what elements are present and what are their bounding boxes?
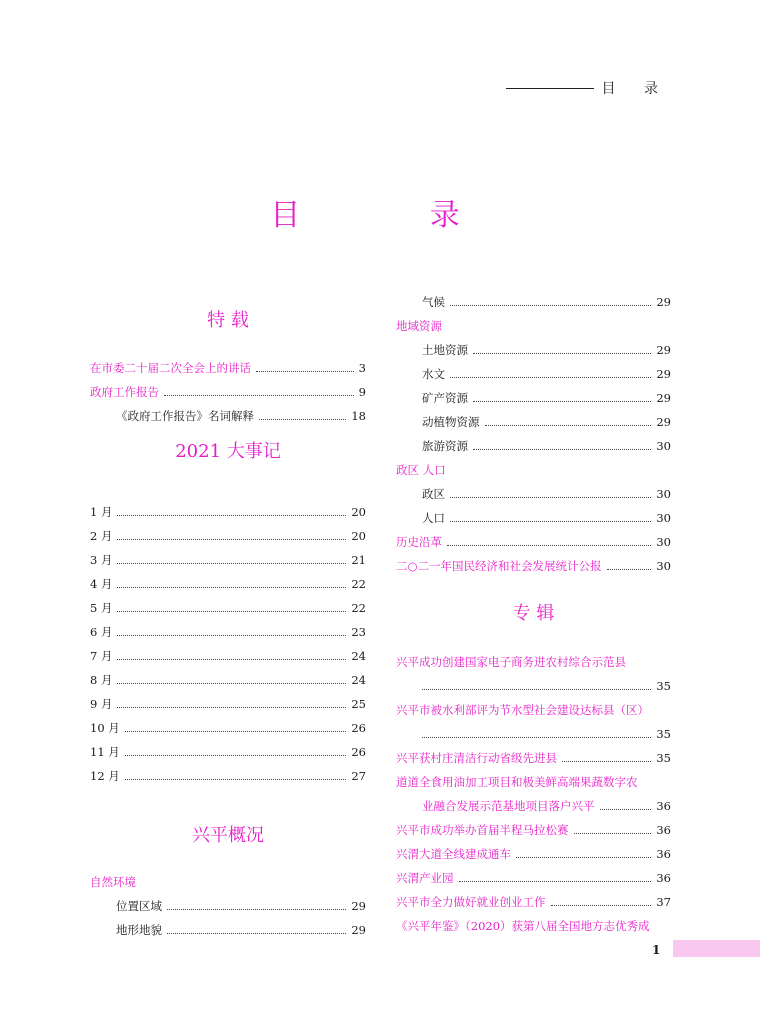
toc-entry-line[interactable]: 《兴平年鉴》（2020）获第八届全国地方志优秀成 bbox=[396, 919, 650, 933]
toc-entry[interactable]: 旅游资源 30 bbox=[422, 439, 671, 453]
toc-entry[interactable]: 水文 29 bbox=[422, 367, 671, 381]
toc-entry[interactable]: 10 月 26 bbox=[90, 721, 366, 735]
toc-entry[interactable]: 兴渭产业园 36 bbox=[396, 871, 671, 885]
toc-entry[interactable]: 7 月 24 bbox=[90, 649, 366, 663]
section-heading-events: 2021 大事记 bbox=[175, 441, 281, 462]
toc-entry[interactable]: 土地资源 29 bbox=[422, 343, 671, 357]
toc-entry[interactable]: 兴平市成功举办首届半程马拉松赛 36 bbox=[396, 823, 671, 837]
page-title: 目 录 bbox=[270, 198, 520, 233]
toc-entry[interactable]: 兴渭大道全线建成通车 36 bbox=[396, 847, 671, 861]
section-heading-special: 特 载 bbox=[207, 310, 249, 331]
left-column bbox=[90, 290, 366, 942]
toc-entry[interactable]: 4 月 22 bbox=[90, 577, 366, 591]
toc-entry[interactable]: 历史沿革 30 bbox=[396, 535, 671, 549]
toc-entry[interactable]: 业融合发展示范基地项目落户兴平 36 bbox=[422, 799, 671, 813]
toc-entry[interactable]: 矿产资源 29 bbox=[422, 391, 671, 405]
toc-entry[interactable]: 35 bbox=[396, 722, 671, 746]
page-tab-marker bbox=[673, 940, 760, 957]
toc-entry[interactable]: 人口 30 bbox=[422, 511, 671, 525]
toc-entry[interactable]: 政区 30 bbox=[422, 487, 671, 501]
toc-entry-line[interactable]: 道道全食用油加工项目和极美鲜高端果蔬数字农 bbox=[396, 775, 638, 789]
section-heading-album: 专 辑 bbox=[512, 603, 555, 624]
page-number: 1 bbox=[652, 943, 661, 957]
toc-category[interactable]: 地域资源 bbox=[396, 319, 442, 333]
toc-entry[interactable]: 1 月 20 bbox=[90, 505, 366, 519]
toc-entry[interactable]: 地形地貌 29 bbox=[116, 923, 366, 937]
toc-entry[interactable]: 2 月 20 bbox=[90, 529, 366, 543]
toc-entry[interactable]: 6 月 23 bbox=[90, 625, 366, 639]
header-text: 目 录 bbox=[601, 81, 670, 97]
toc-entry[interactable]: 位置区域 29 bbox=[116, 899, 366, 913]
toc-entry[interactable]: 9 月 25 bbox=[90, 697, 366, 711]
toc-entry[interactable]: 气候 29 bbox=[422, 295, 671, 309]
toc-entry[interactable]: 二○二一年国民经济和社会发展统计公报 30 bbox=[396, 559, 671, 573]
toc-entry-line[interactable]: 兴平成功创建国家电子商务进农村综合示范县 bbox=[396, 655, 626, 669]
section-heading-overview: 兴平概况 bbox=[192, 825, 264, 846]
toc-entry[interactable]: 12 月 27 bbox=[90, 769, 366, 783]
toc-entry[interactable]: 兴平市全力做好就业创业工作 37 bbox=[396, 895, 671, 909]
toc-category[interactable]: 自然环境 bbox=[90, 875, 136, 889]
right-column bbox=[396, 290, 671, 938]
header-rule bbox=[506, 88, 594, 89]
toc-entry[interactable]: 11 月 26 bbox=[90, 745, 366, 759]
toc-entry[interactable]: 动植物资源 29 bbox=[422, 415, 671, 429]
toc-entry[interactable]: 3 月 21 bbox=[90, 553, 366, 567]
toc-entry[interactable]: 政府工作报告 9 bbox=[90, 385, 366, 399]
toc-entry[interactable]: 《政府工作报告》名词解释 18 bbox=[116, 409, 366, 423]
toc-category[interactable]: 政区 人口 bbox=[396, 463, 446, 477]
running-header bbox=[506, 78, 670, 98]
toc-entry[interactable]: 兴平获村庄清洁行动省级先进县 35 bbox=[396, 751, 671, 765]
toc-entry[interactable]: 35 bbox=[396, 674, 671, 698]
toc-entry[interactable]: 5 月 22 bbox=[90, 601, 366, 615]
toc-entry-line[interactable]: 兴平市被水利部评为节水型社会建设达标县（区） bbox=[396, 703, 649, 717]
toc-entry[interactable]: 在市委二十届二次全会上的讲话 3 bbox=[90, 361, 366, 375]
toc-entry[interactable]: 8 月 24 bbox=[90, 673, 366, 687]
